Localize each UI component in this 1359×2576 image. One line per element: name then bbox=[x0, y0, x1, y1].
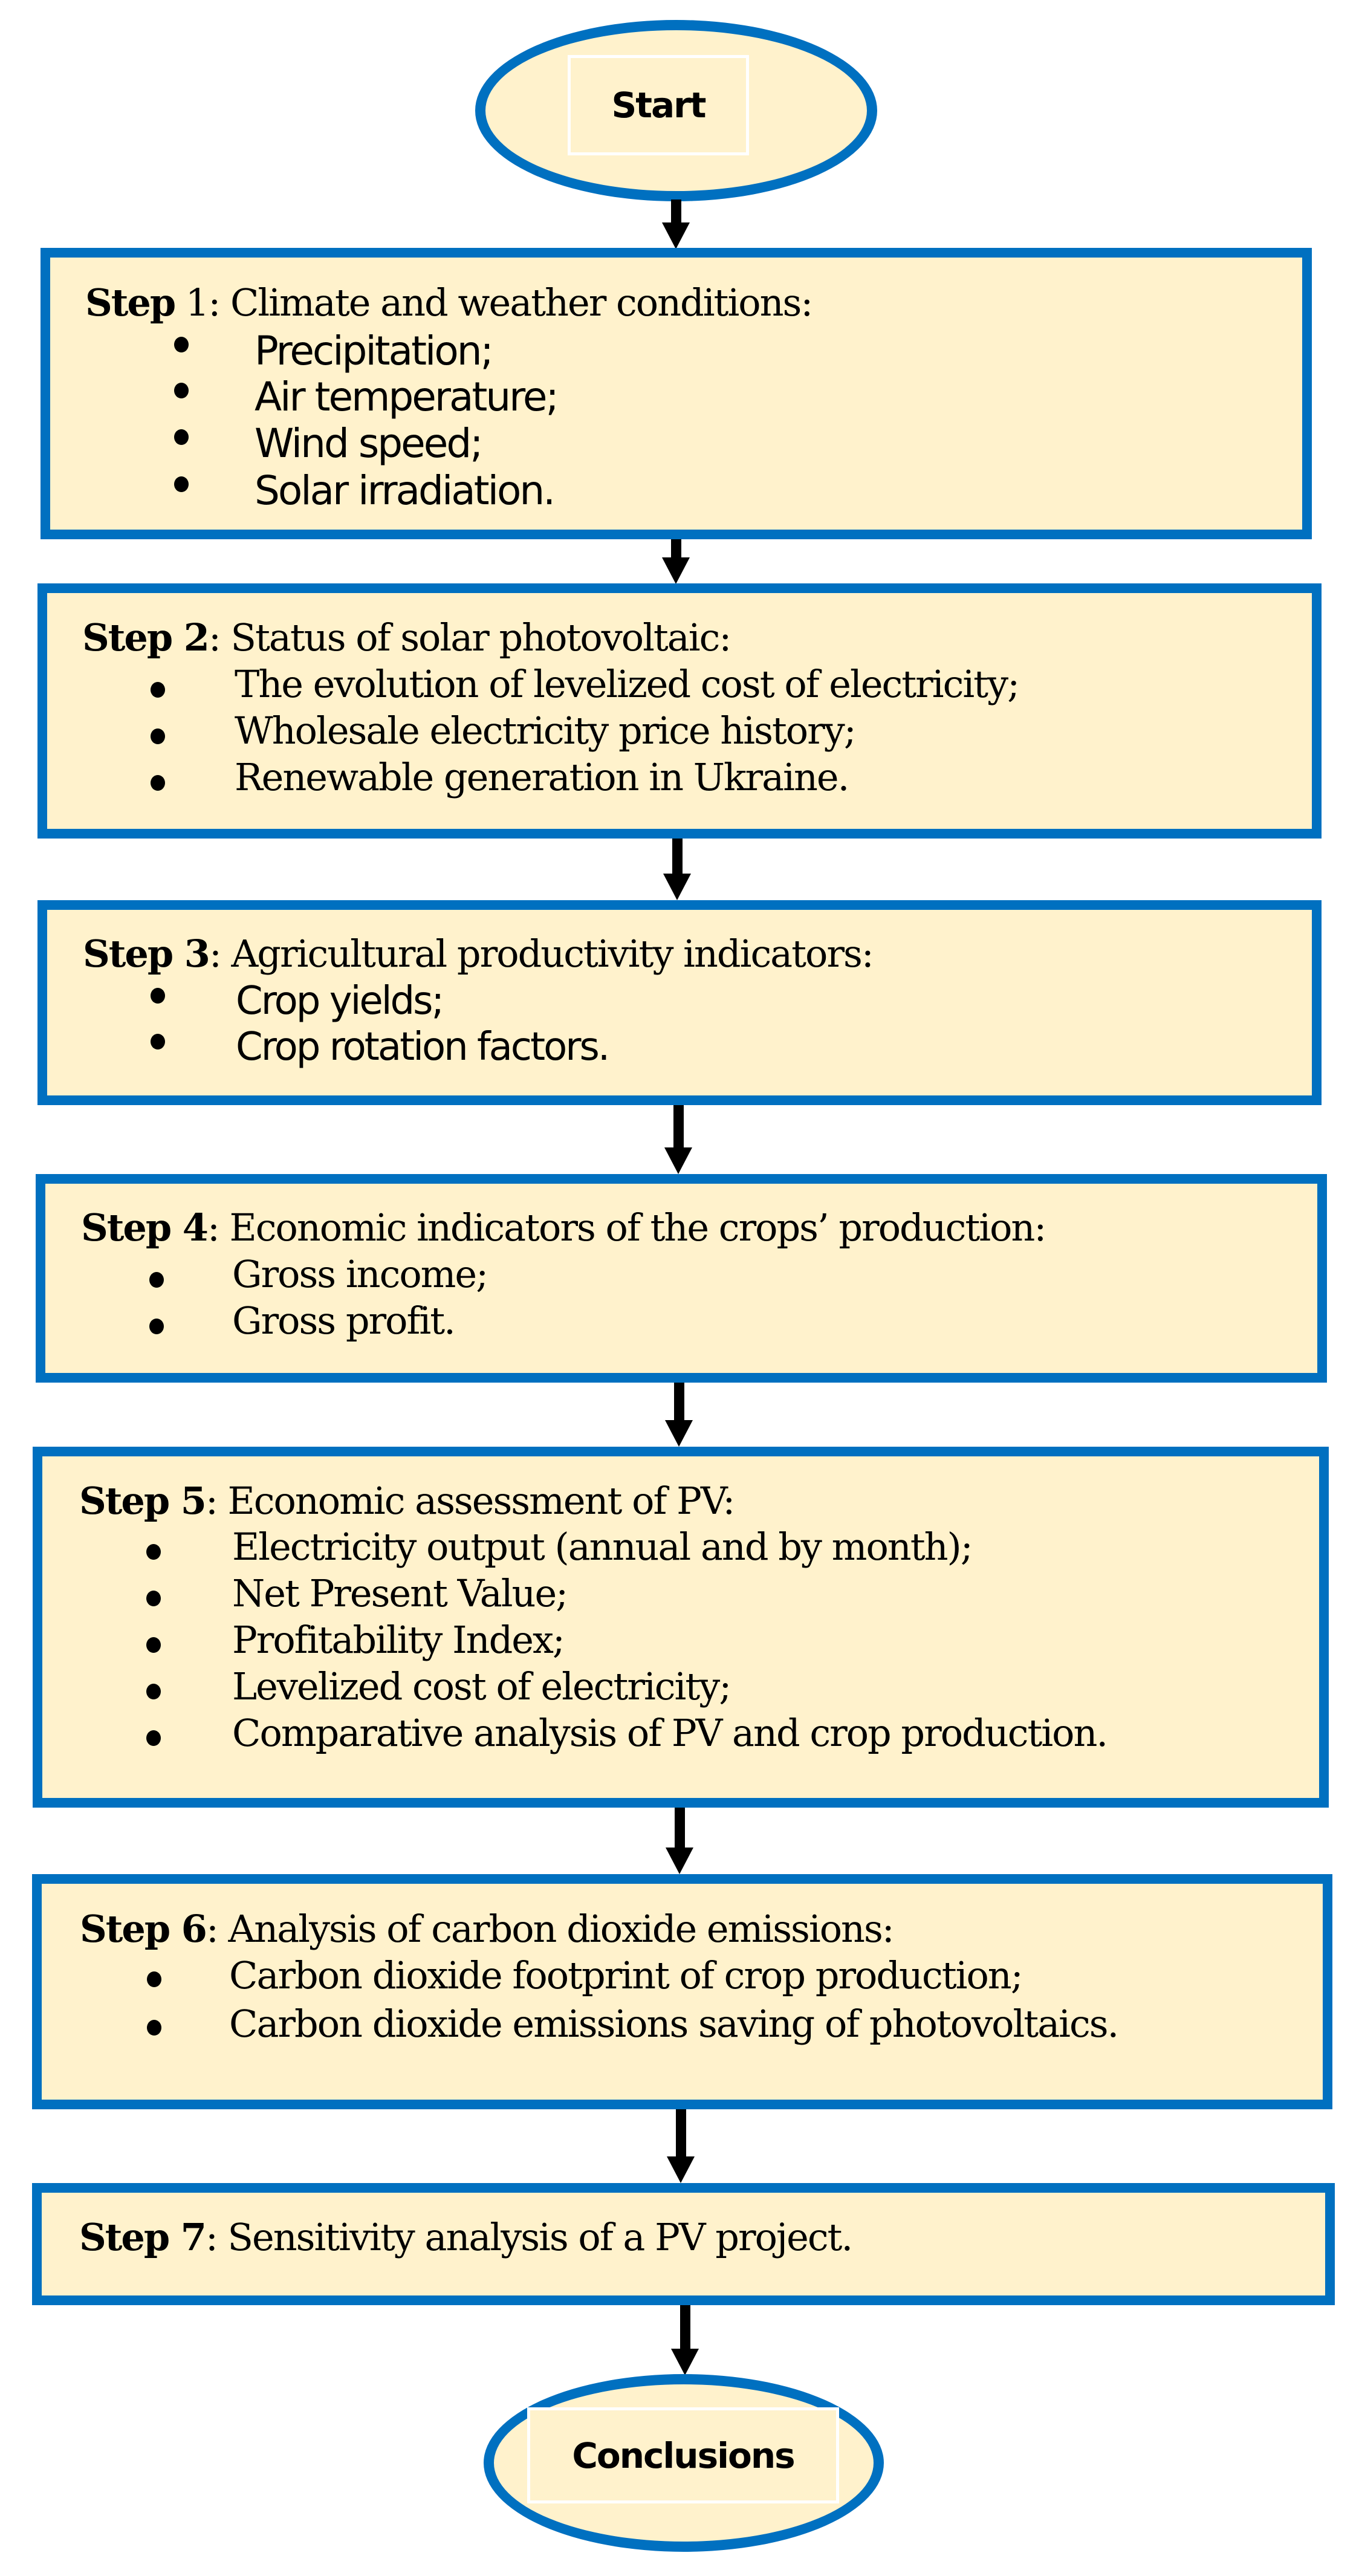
step-6-bullet-2: Carbon dioxide emissions saving of photovoltaics. bbox=[229, 2002, 1118, 2046]
step-4-title: : Economic indicators of the crops’ production: bbox=[207, 1205, 1046, 1250]
step-2-label: Step 2 bbox=[82, 615, 209, 660]
bullet-icon bbox=[151, 682, 165, 698]
step-7-heading bbox=[79, 2215, 852, 2259]
step-5-label: Step 5 bbox=[79, 1479, 206, 1523]
step-3-label: Step 3 bbox=[83, 932, 209, 976]
step-3-box bbox=[37, 900, 1322, 1105]
step-3-title: : Agricultural productivity indicators: bbox=[209, 932, 873, 976]
step-3-heading bbox=[83, 932, 873, 976]
bullet-icon bbox=[146, 1684, 161, 1699]
step-2-bullet-3: Renewable generation in Ukraine. bbox=[235, 755, 849, 799]
step-4-bullet-1: Gross income; bbox=[232, 1252, 488, 1296]
bullet-icon bbox=[151, 1034, 165, 1050]
arrow-down-icon bbox=[664, 1105, 692, 1174]
arrow-down-icon bbox=[665, 1383, 693, 1447]
step-2-bullet-1: The evolution of levelized cost of electricity; bbox=[235, 662, 1019, 706]
bullet-icon bbox=[151, 728, 165, 744]
bullet-icon bbox=[174, 337, 189, 352]
step-4-bullet-2: Gross profit. bbox=[232, 1299, 455, 1343]
arrow-down-icon bbox=[662, 200, 690, 248]
step-5-bullet-3: Profitability Index; bbox=[232, 1618, 564, 1662]
start-label: Start bbox=[611, 85, 705, 126]
bullet-icon bbox=[151, 775, 165, 791]
step-5-bullet-5: Comparative analysis of PV and crop production. bbox=[232, 1711, 1108, 1755]
step-5-heading bbox=[79, 1479, 735, 1523]
step-2-bullet-2: Wholesale electricity price history; bbox=[235, 709, 855, 753]
bullet-icon bbox=[174, 429, 189, 445]
arrow-down-icon bbox=[666, 1808, 693, 1874]
step-1-label: Step bbox=[85, 281, 175, 325]
start-label-box bbox=[568, 55, 749, 155]
step-1-bullet-4: Solar irradiation. bbox=[255, 467, 554, 514]
bullet-icon bbox=[151, 988, 165, 1004]
bullet-icon bbox=[174, 383, 189, 398]
bullet-icon bbox=[147, 2020, 161, 2036]
step-7-title: : Sensitivity analysis of a PV project. bbox=[205, 2215, 852, 2259]
step-1-bullet-3: Wind speed; bbox=[255, 420, 482, 467]
step-4-label: Step 4 bbox=[81, 1205, 207, 1250]
arrow-down-icon bbox=[667, 2109, 695, 2183]
step-5-title: : Economic assessment of PV: bbox=[205, 1479, 735, 1523]
step-3-bullet-1: Crop yields; bbox=[236, 979, 443, 1024]
step-7-label: Step 7 bbox=[79, 2215, 206, 2259]
bullet-icon bbox=[146, 1730, 161, 1746]
step-2-title: : Status of solar photovoltaic: bbox=[208, 615, 731, 660]
step-3-bullet-2: Crop rotation factors. bbox=[236, 1025, 609, 1069]
step-5-bullet-2: Net Present Value; bbox=[232, 1571, 568, 1615]
step-6-title: : Analysis of carbon dioxide emissions: bbox=[206, 1907, 894, 1951]
arrow-down-icon bbox=[662, 539, 690, 583]
step-5-bullet-1: Electricity output (annual and by month); bbox=[232, 1525, 972, 1569]
bullet-icon bbox=[149, 1272, 164, 1288]
step-1-number: 1 bbox=[175, 281, 209, 325]
step-1-heading bbox=[85, 281, 812, 325]
step-6-heading bbox=[80, 1907, 894, 1951]
step-4-heading bbox=[81, 1205, 1046, 1250]
step-2-heading bbox=[82, 615, 731, 660]
step-1-bullet-1: Precipitation; bbox=[255, 328, 492, 374]
step-1-bullet-2: Air temperature; bbox=[255, 374, 557, 420]
step-1-title: : Climate and weather conditions: bbox=[208, 281, 812, 325]
step-6-bullet-1: Carbon dioxide footprint of crop production; bbox=[229, 1953, 1022, 1997]
bullet-icon bbox=[146, 1637, 161, 1653]
step-5-bullet-4: Levelized cost of electricity; bbox=[232, 1664, 731, 1708]
bullet-icon bbox=[146, 1591, 161, 1606]
bullet-icon bbox=[149, 1319, 164, 1334]
step-6-label: Step 6 bbox=[80, 1907, 206, 1951]
conclusions-label: Conclusions bbox=[572, 2435, 794, 2476]
bullet-icon bbox=[174, 476, 189, 492]
conclusions-label-box bbox=[527, 2407, 839, 2503]
arrow-down-icon bbox=[663, 839, 691, 900]
bullet-icon bbox=[146, 1544, 161, 1560]
arrow-down-icon bbox=[671, 2305, 699, 2375]
bullet-icon bbox=[147, 1971, 161, 1987]
